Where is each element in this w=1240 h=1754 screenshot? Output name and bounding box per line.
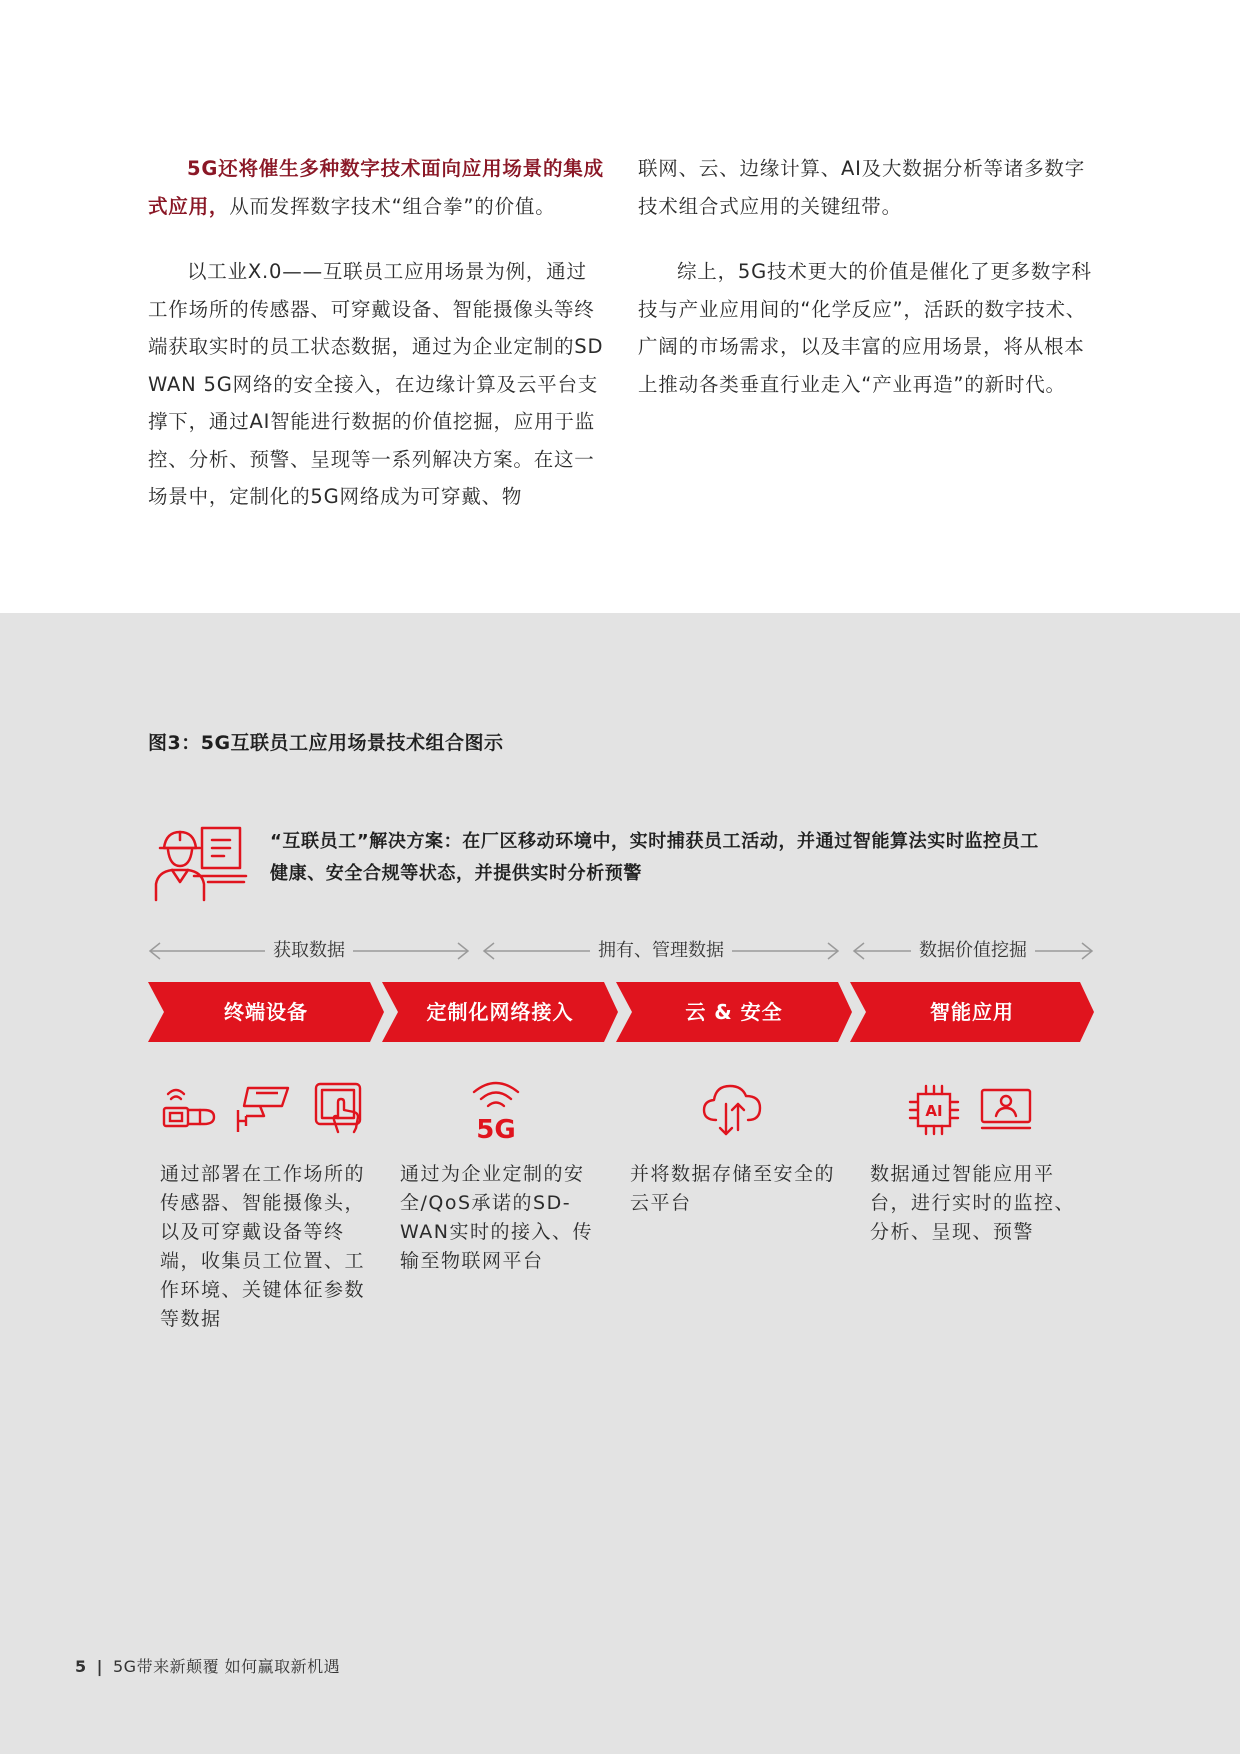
phase-label: 拥有、管理数据 (590, 940, 732, 961)
step-label: 智能应用 (930, 1000, 1014, 1024)
right-column (638, 150, 1096, 431)
solution-statement (270, 826, 1070, 890)
tablet-touch-icon (312, 1080, 368, 1136)
wristband-icon (160, 1084, 218, 1134)
camera-icon (234, 1084, 292, 1136)
page-number: 5 (75, 1657, 87, 1676)
5g-label: 5G (476, 1115, 516, 1142)
description-apps: 数据通过智能应用平台，进行实时的监控、分析、呈现、预警 (870, 1163, 1076, 1243)
paragraph-summary: 综上，5G技术更大的价值是催化了更多数字科技与产业应用间的“化学反应”，活跃的数字技术、广阔的市场需求，以及丰富的应用场景，将从根本上推动各类垂直行业走入“产业再造”的新时代。 (638, 260, 1092, 396)
phase-value-mining (852, 938, 1094, 964)
phase-label: 获取数据 (265, 940, 353, 961)
footer-title: 5G带来新颠覆 如何赢取新机遇 (112, 1657, 341, 1676)
solution-line-2: 健康、安全合规等状态，并提供实时分析预警 (270, 863, 642, 884)
step-smart-apps (850, 982, 1094, 1042)
intro-rest: 从而发挥数字技术“组合拳”的价值。 (229, 194, 556, 218)
5g-signal-icon (468, 1078, 524, 1142)
step-network-access (382, 982, 618, 1042)
paragraph-continued: 联网、云、边缘计算、AI及大数据分析等诸多数字技术组合式应用的关键纽带。 (638, 157, 1085, 218)
cloud-sync-icon (700, 1080, 764, 1140)
description-cloud: 并将数据存储至安全的云平台 (630, 1163, 836, 1214)
phase-label: 数据价值挖掘 (911, 940, 1035, 961)
paragraph-intro (148, 150, 606, 225)
paragraph-example: 以工业X.0——互联员工应用场景为例，通过工作场所的传感器、可穿戴设备、智能摄像头等终端获取实时的员工状态数据，通过为企业定制的SD WAN 5G网络的安全接入，在边缘计算及云平台支撑下，通过AI智能进行数据的价值挖掘，应用于监控、分析、预警、呈现等一系列解决方案。在这一场景中，定制化的5G网络成为可穿戴、物 (148, 260, 604, 508)
step-label: 定制化网络接入 (426, 1000, 574, 1024)
worker-computer-icon (150, 820, 250, 902)
footer-separator: | (96, 1657, 103, 1676)
step-terminal-devices (148, 982, 384, 1042)
description-network: 通过为企业定制的安全/QoS承诺的SD-WAN实时的接入、传输至物联网平台 (400, 1163, 593, 1272)
step-cloud-security (616, 982, 852, 1042)
emphasis-text: 5G还将催生多种数字技术面向应用场景的集成式应用， (148, 157, 604, 218)
step-label: 云 & 安全 (685, 1000, 783, 1024)
laptop-user-icon (978, 1086, 1034, 1134)
left-column (148, 150, 606, 544)
description-terminal: 通过部署在工作场所的传感器、智能摄像头，以及可穿戴设备等终端，收集员工位置、工作环境、关键体征参数等数据 (160, 1163, 366, 1330)
solution-line-1: “互联员工”解决方案：在厂区移动环境中，实时捕获员工活动，并通过智能算法实时监控员工 (270, 831, 1039, 852)
ai-label: AI (925, 1102, 943, 1120)
phase-acquire-data (148, 938, 470, 964)
page-footer (75, 1654, 340, 1677)
figure-title: 图3：5G互联员工应用场景技术组合图示 (148, 732, 504, 754)
step-label: 终端设备 (224, 1000, 308, 1024)
ai-chip-icon (906, 1082, 962, 1138)
phase-manage-data (482, 938, 840, 964)
